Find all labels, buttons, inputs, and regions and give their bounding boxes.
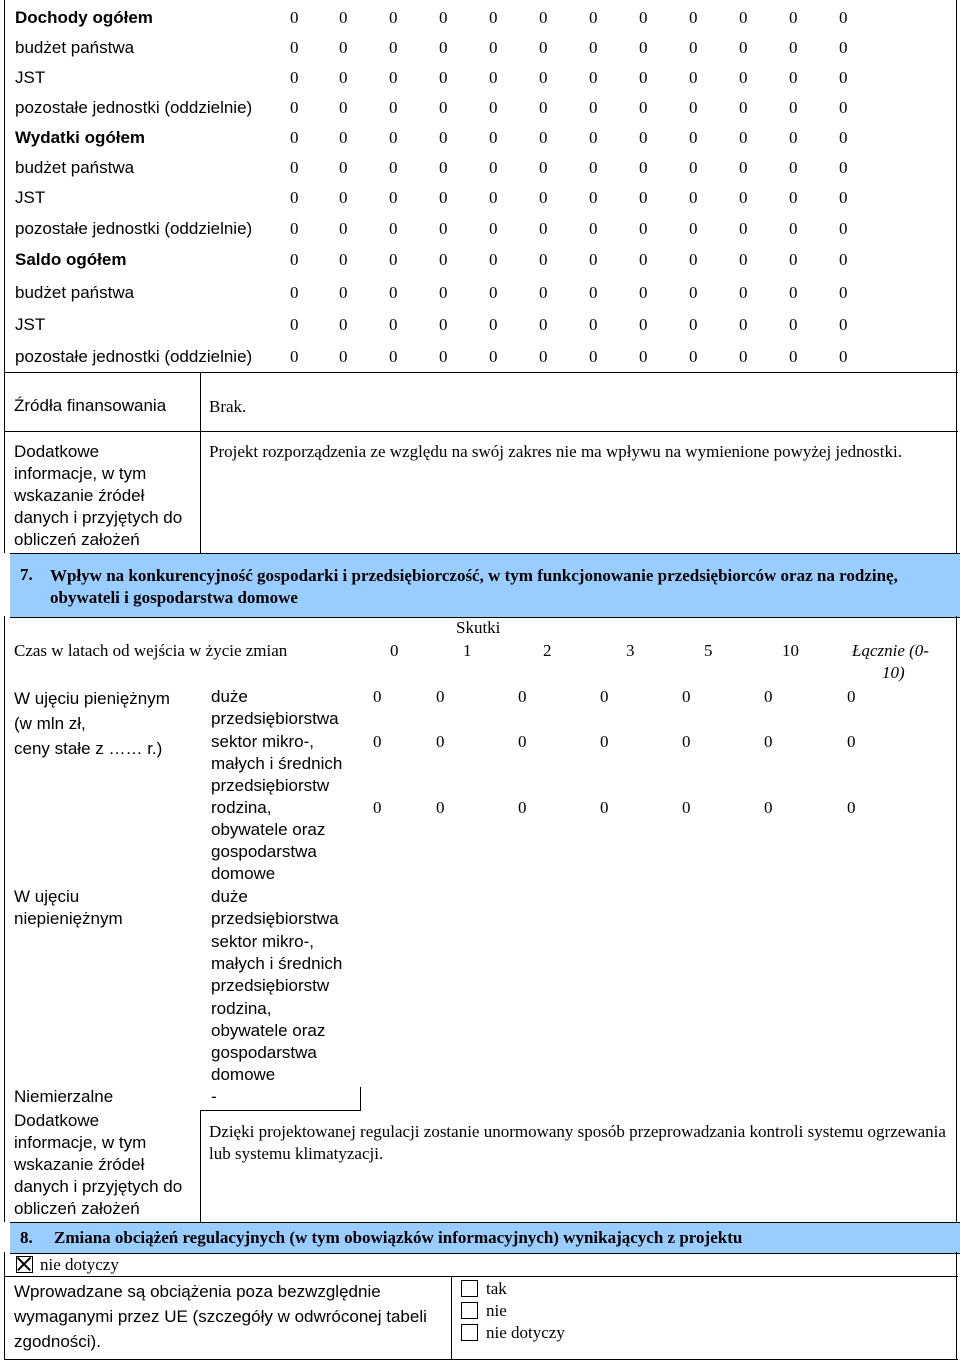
financial-value: 0 bbox=[839, 219, 848, 238]
financial-value: 0 bbox=[689, 250, 698, 269]
financial-value: 0 bbox=[439, 158, 448, 177]
financial-row bbox=[4, 309, 959, 339]
financial-value: 0 bbox=[439, 283, 448, 302]
section-7-header bbox=[10, 553, 960, 618]
unmeasurable-value: - bbox=[211, 1087, 217, 1106]
financial-row bbox=[4, 92, 959, 122]
financial-value: 0 bbox=[389, 315, 398, 334]
financial-value: 0 bbox=[339, 315, 348, 334]
financial-value: 0 bbox=[739, 158, 748, 177]
border bbox=[200, 1110, 201, 1222]
financial-value: 0 bbox=[389, 250, 398, 269]
financial-value: 0 bbox=[839, 98, 848, 117]
sources-label: Źródła finansowania bbox=[14, 396, 167, 415]
financial-value: 0 bbox=[589, 38, 598, 57]
impact-value: 0 bbox=[373, 732, 382, 751]
section-number: 7. bbox=[20, 565, 33, 584]
option-tak-label: tak bbox=[486, 1279, 507, 1298]
financial-value: 0 bbox=[439, 347, 448, 366]
year-header: 1 bbox=[463, 641, 472, 660]
option-nie-checkbox[interactable] bbox=[461, 1302, 478, 1319]
financial-value: 0 bbox=[489, 347, 498, 366]
border bbox=[4, 1359, 958, 1360]
financial-row-label: JST bbox=[15, 68, 46, 87]
impact-group-label: rodzina, obywatele oraz gospodarstwa domowe bbox=[211, 798, 326, 883]
financial-value: 0 bbox=[839, 38, 848, 57]
financial-value: 0 bbox=[839, 315, 848, 334]
financial-value: 0 bbox=[489, 98, 498, 117]
financial-value: 0 bbox=[389, 98, 398, 117]
impact-group-label: sektor mikro-, małych i średnich przedsiębiorstw bbox=[211, 932, 343, 995]
impact-group-label: duże przedsiębiorstwa bbox=[211, 687, 339, 728]
financial-row bbox=[4, 2, 959, 32]
financial-row-label: pozostałe jednostki (oddzielnie) bbox=[15, 347, 253, 366]
financial-value: 0 bbox=[739, 128, 748, 147]
border bbox=[4, 372, 958, 373]
financial-row-label: Wydatki ogółem bbox=[15, 128, 146, 147]
financial-value: 0 bbox=[689, 128, 698, 147]
financial-value: 0 bbox=[739, 347, 748, 366]
impact-value: 0 bbox=[518, 798, 527, 817]
impact-value: 0 bbox=[764, 798, 773, 817]
financial-value: 0 bbox=[339, 98, 348, 117]
financial-row bbox=[4, 341, 959, 371]
financial-value: 0 bbox=[739, 38, 748, 57]
financial-row bbox=[4, 32, 959, 62]
financial-value: 0 bbox=[739, 188, 748, 207]
financial-value: 0 bbox=[839, 250, 848, 269]
financial-value: 0 bbox=[339, 38, 348, 57]
financial-value: 0 bbox=[290, 68, 299, 87]
financial-value: 0 bbox=[389, 128, 398, 147]
impact-value: 0 bbox=[682, 798, 691, 817]
border bbox=[200, 1110, 360, 1111]
total-label: Łącznie (0- bbox=[852, 641, 929, 660]
financial-value: 0 bbox=[639, 347, 648, 366]
financial-row bbox=[4, 182, 959, 212]
financial-value: 0 bbox=[290, 38, 299, 57]
financial-row bbox=[4, 277, 959, 307]
financial-row-label: Dochody ogółem bbox=[15, 8, 153, 27]
financial-value: 0 bbox=[689, 68, 698, 87]
option-nie-label: nie bbox=[486, 1301, 507, 1320]
financial-value: 0 bbox=[789, 219, 798, 238]
financial-value: 0 bbox=[639, 158, 648, 177]
financial-value: 0 bbox=[439, 68, 448, 87]
financial-row-label: budżet państwa bbox=[15, 283, 135, 302]
financial-value: 0 bbox=[689, 283, 698, 302]
financial-value: 0 bbox=[639, 8, 648, 27]
burden-question: Wprowadzane są obciążenia poza bezwzględnie wymaganymi przez UE (szczegóły w odwróconej tabeli zgodności). bbox=[14, 1282, 427, 1351]
financial-value: 0 bbox=[389, 283, 398, 302]
border bbox=[956, 0, 957, 372]
financial-value: 0 bbox=[389, 8, 398, 27]
financial-value: 0 bbox=[389, 188, 398, 207]
financial-value: 0 bbox=[589, 98, 598, 117]
total-label-2: 10) bbox=[882, 663, 905, 682]
financial-value: 0 bbox=[789, 98, 798, 117]
financial-value: 0 bbox=[290, 347, 299, 366]
option-nie-dotyczy-checkbox[interactable] bbox=[461, 1324, 478, 1341]
impact-value: 0 bbox=[600, 798, 609, 817]
impact-value: 0 bbox=[764, 687, 773, 706]
financial-value: 0 bbox=[689, 347, 698, 366]
border bbox=[956, 1252, 957, 1360]
year-header: 10 bbox=[782, 641, 799, 660]
impact-value: 0 bbox=[518, 732, 527, 751]
unmeasurable-label: Niemierzalne bbox=[14, 1087, 114, 1106]
financial-row-label: pozostałe jednostki (oddzielnie) bbox=[15, 98, 253, 117]
year-header: 0 bbox=[390, 641, 399, 660]
financial-value: 0 bbox=[339, 8, 348, 27]
financial-value: 0 bbox=[339, 219, 348, 238]
not-applicable-checkbox[interactable] bbox=[16, 1256, 33, 1273]
financial-value: 0 bbox=[439, 250, 448, 269]
border bbox=[4, 1252, 5, 1360]
financial-value: 0 bbox=[339, 250, 348, 269]
financial-value: 0 bbox=[539, 188, 548, 207]
financial-value: 0 bbox=[839, 128, 848, 147]
sources-value: Brak. bbox=[209, 397, 247, 416]
option-nie-dotyczy-label: nie dotyczy bbox=[486, 1323, 565, 1342]
year-header: 2 bbox=[543, 641, 552, 660]
border bbox=[451, 1276, 452, 1360]
financial-value: 0 bbox=[689, 188, 698, 207]
border bbox=[4, 1276, 958, 1277]
financial-value: 0 bbox=[639, 250, 648, 269]
financial-value: 0 bbox=[689, 8, 698, 27]
financial-value: 0 bbox=[290, 8, 299, 27]
financial-value: 0 bbox=[389, 219, 398, 238]
financial-value: 0 bbox=[789, 38, 798, 57]
financial-value: 0 bbox=[489, 315, 498, 334]
financial-value: 0 bbox=[739, 250, 748, 269]
financial-value: 0 bbox=[489, 219, 498, 238]
impact-value: 0 bbox=[518, 687, 527, 706]
year-header: 3 bbox=[626, 641, 635, 660]
financial-value: 0 bbox=[589, 250, 598, 269]
border bbox=[4, 0, 5, 372]
border bbox=[360, 1087, 361, 1111]
border bbox=[956, 372, 957, 553]
financial-value: 0 bbox=[789, 347, 798, 366]
border bbox=[200, 372, 201, 553]
financial-value: 0 bbox=[290, 219, 299, 238]
financial-value: 0 bbox=[290, 250, 299, 269]
impact-value: 0 bbox=[764, 732, 773, 751]
financial-value: 0 bbox=[439, 315, 448, 334]
financial-value: 0 bbox=[489, 188, 498, 207]
impact-value: 0 bbox=[600, 687, 609, 706]
financial-row bbox=[4, 244, 959, 274]
financial-value: 0 bbox=[789, 250, 798, 269]
financial-value: 0 bbox=[739, 219, 748, 238]
financial-value: 0 bbox=[290, 158, 299, 177]
impact-value: 0 bbox=[682, 732, 691, 751]
financial-row bbox=[4, 213, 959, 243]
financial-value: 0 bbox=[389, 347, 398, 366]
additional-info-value: Projekt rozporządzenia ze względu na swój zakres nie ma wpływu na wymienione powyżej jednostki. bbox=[209, 442, 902, 461]
border bbox=[4, 372, 5, 553]
financial-value: 0 bbox=[539, 219, 548, 238]
financial-value: 0 bbox=[489, 8, 498, 27]
financial-value: 0 bbox=[639, 68, 648, 87]
financial-value: 0 bbox=[439, 8, 448, 27]
financial-value: 0 bbox=[639, 98, 648, 117]
impact-value: 0 bbox=[600, 732, 609, 751]
financial-value: 0 bbox=[689, 38, 698, 57]
financial-value: 0 bbox=[439, 219, 448, 238]
impact-group-label: sektor mikro-, małych i średnich przedsiębiorstw bbox=[211, 732, 343, 795]
impact-value: 0 bbox=[847, 798, 856, 817]
financial-value: 0 bbox=[389, 68, 398, 87]
financial-value: 0 bbox=[489, 158, 498, 177]
border bbox=[956, 616, 957, 1222]
nonmonetary-label: W ujęciu niepieniężnym bbox=[14, 887, 123, 928]
financial-value: 0 bbox=[290, 315, 299, 334]
financial-row bbox=[4, 62, 959, 92]
section-8-header bbox=[10, 1222, 960, 1254]
additional-info-value-2: Dzięki projektowanej regulacji zostanie unormowany sposób przeprowadzania kontroli systemu ogrzewania lub systemu klimatyzacji. bbox=[209, 1122, 946, 1163]
financial-value: 0 bbox=[639, 315, 648, 334]
impact-value: 0 bbox=[436, 798, 445, 817]
impact-group-label: duże przedsiębiorstwa bbox=[211, 887, 339, 928]
financial-value: 0 bbox=[639, 283, 648, 302]
financial-value: 0 bbox=[290, 128, 299, 147]
financial-value: 0 bbox=[789, 68, 798, 87]
financial-value: 0 bbox=[739, 68, 748, 87]
financial-value: 0 bbox=[489, 250, 498, 269]
financial-value: 0 bbox=[589, 219, 598, 238]
impact-value: 0 bbox=[436, 687, 445, 706]
financial-value: 0 bbox=[589, 8, 598, 27]
financial-value: 0 bbox=[589, 188, 598, 207]
financial-value: 0 bbox=[839, 8, 848, 27]
financial-row-label: JST bbox=[15, 188, 46, 207]
financial-value: 0 bbox=[339, 128, 348, 147]
financial-value: 0 bbox=[439, 128, 448, 147]
financial-row-label: pozostałe jednostki (oddzielnie) bbox=[15, 219, 253, 238]
financial-value: 0 bbox=[839, 347, 848, 366]
not-applicable-label: nie dotyczy bbox=[40, 1255, 119, 1274]
financial-value: 0 bbox=[789, 158, 798, 177]
financial-value: 0 bbox=[439, 38, 448, 57]
financial-value: 0 bbox=[689, 315, 698, 334]
additional-info-label: Dodatkowe informacje, w tym wskazanie źródeł danych i przyjętych do obliczeń założeń bbox=[14, 442, 183, 549]
financial-value: 0 bbox=[839, 68, 848, 87]
financial-value: 0 bbox=[539, 128, 548, 147]
financial-value: 0 bbox=[789, 8, 798, 27]
financial-value: 0 bbox=[539, 38, 548, 57]
financial-value: 0 bbox=[739, 8, 748, 27]
financial-value: 0 bbox=[489, 128, 498, 147]
financial-value: 0 bbox=[439, 188, 448, 207]
financial-value: 0 bbox=[539, 158, 548, 177]
financial-value: 0 bbox=[839, 283, 848, 302]
impact-value: 0 bbox=[682, 687, 691, 706]
impact-value: 0 bbox=[373, 798, 382, 817]
financial-value: 0 bbox=[689, 158, 698, 177]
financial-value: 0 bbox=[290, 188, 299, 207]
financial-value: 0 bbox=[539, 250, 548, 269]
financial-value: 0 bbox=[389, 38, 398, 57]
border bbox=[4, 431, 958, 432]
financial-value: 0 bbox=[290, 283, 299, 302]
financial-value: 0 bbox=[339, 158, 348, 177]
financial-value: 0 bbox=[339, 188, 348, 207]
financial-value: 0 bbox=[439, 98, 448, 117]
financial-value: 0 bbox=[539, 315, 548, 334]
skutki-label: Skutki bbox=[456, 618, 501, 637]
financial-value: 0 bbox=[739, 315, 748, 334]
monetary-label: W ujęciu pieniężnym (w mln zł, ceny stałe z …… r.) bbox=[14, 689, 170, 758]
financial-row bbox=[4, 122, 959, 152]
financial-value: 0 bbox=[589, 347, 598, 366]
financial-value: 0 bbox=[589, 158, 598, 177]
financial-value: 0 bbox=[839, 188, 848, 207]
impact-value: 0 bbox=[373, 687, 382, 706]
financial-value: 0 bbox=[589, 68, 598, 87]
financial-value: 0 bbox=[739, 283, 748, 302]
financial-value: 0 bbox=[539, 98, 548, 117]
financial-value: 0 bbox=[589, 283, 598, 302]
financial-value: 0 bbox=[639, 128, 648, 147]
financial-value: 0 bbox=[639, 188, 648, 207]
financial-value: 0 bbox=[339, 347, 348, 366]
impact-value: 0 bbox=[436, 732, 445, 751]
financial-value: 0 bbox=[789, 188, 798, 207]
financial-value: 0 bbox=[539, 68, 548, 87]
section-number: 8. bbox=[20, 1228, 33, 1247]
financial-value: 0 bbox=[739, 98, 748, 117]
financial-row-label: Saldo ogółem bbox=[15, 250, 127, 269]
financial-value: 0 bbox=[689, 98, 698, 117]
financial-value: 0 bbox=[489, 68, 498, 87]
financial-row-label: budżet państwa bbox=[15, 38, 135, 57]
financial-value: 0 bbox=[789, 283, 798, 302]
financial-value: 0 bbox=[689, 219, 698, 238]
impact-value: 0 bbox=[847, 687, 856, 706]
financial-value: 0 bbox=[389, 158, 398, 177]
impact-value: 0 bbox=[847, 732, 856, 751]
option-tak-checkbox[interactable] bbox=[461, 1280, 478, 1297]
financial-value: 0 bbox=[539, 8, 548, 27]
financial-value: 0 bbox=[839, 158, 848, 177]
financial-value: 0 bbox=[489, 283, 498, 302]
financial-value: 0 bbox=[339, 283, 348, 302]
financial-value: 0 bbox=[539, 347, 548, 366]
year-header: 5 bbox=[704, 641, 713, 660]
financial-value: 0 bbox=[789, 315, 798, 334]
additional-info-label-2: Dodatkowe informacje, w tym wskazanie źródeł danych i przyjętych do obliczeń założeń bbox=[14, 1111, 183, 1218]
years-label: Czas w latach od wejścia w życie zmian bbox=[14, 641, 288, 660]
financial-row-label: JST bbox=[15, 315, 46, 334]
financial-value: 0 bbox=[489, 38, 498, 57]
section-title: Wpływ na konkurencyjność gospodarki i przedsiębiorczość, w tym funkcjonowanie przedsiębiorców oraz na rodzinę, obywateli i gospodarstwa domowe bbox=[50, 566, 898, 607]
financial-row bbox=[4, 152, 959, 182]
section-title: Zmiana obciążeń regulacyjnych (w tym obowiązków informacyjnych) wynikających z projektu bbox=[54, 1228, 743, 1247]
financial-value: 0 bbox=[589, 128, 598, 147]
financial-value: 0 bbox=[539, 283, 548, 302]
border bbox=[4, 616, 5, 1222]
financial-value: 0 bbox=[290, 98, 299, 117]
financial-value: 0 bbox=[339, 68, 348, 87]
financial-row-label: budżet państwa bbox=[15, 158, 135, 177]
financial-value: 0 bbox=[639, 219, 648, 238]
financial-value: 0 bbox=[589, 315, 598, 334]
financial-value: 0 bbox=[639, 38, 648, 57]
financial-value: 0 bbox=[789, 128, 798, 147]
impact-group-label: rodzina, obywatele oraz gospodarstwa domowe bbox=[211, 999, 326, 1084]
